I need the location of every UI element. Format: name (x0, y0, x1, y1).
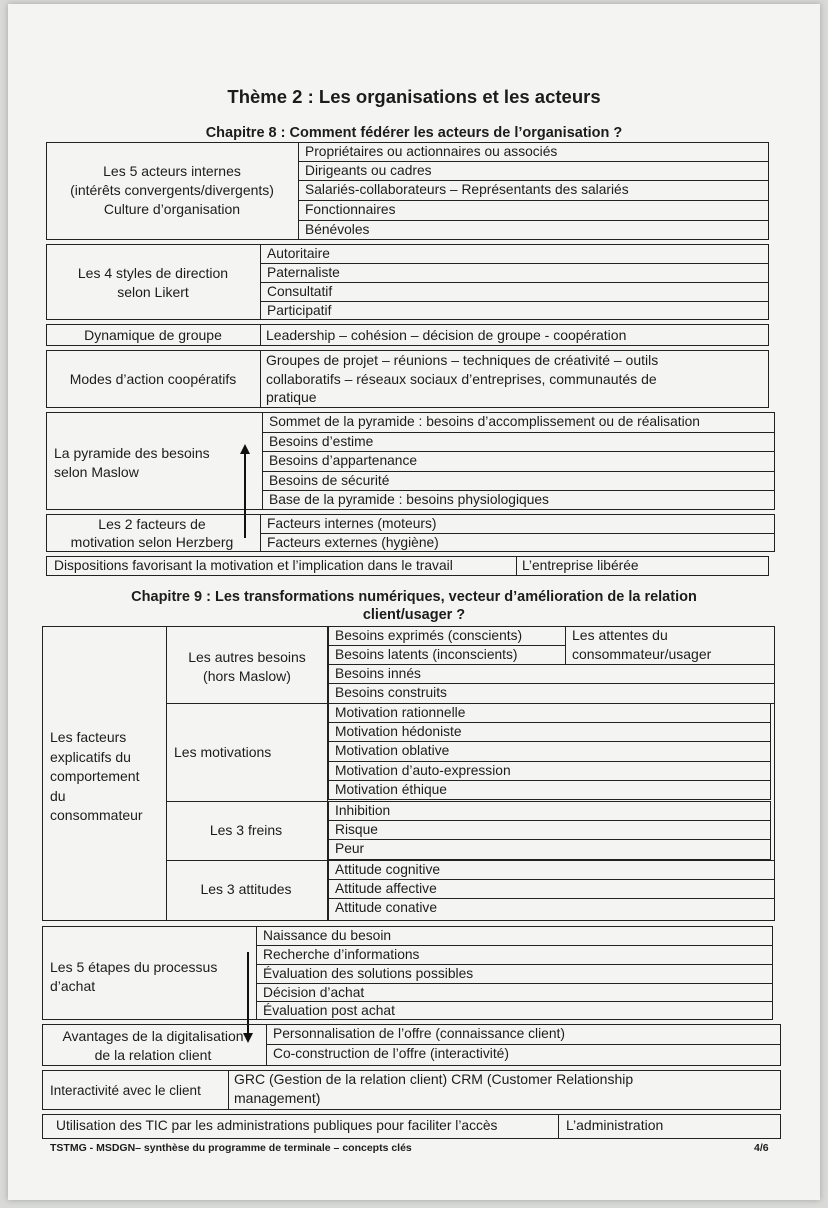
divider (260, 324, 261, 346)
list-item: Co-construction de l’offre (interactivité) (266, 1044, 781, 1066)
list-item: Besoins d’estime (262, 432, 775, 452)
dynamique-label: Dynamique de groupe (84, 327, 222, 343)
modes-label: Modes d’action coopératifs (69, 371, 237, 387)
list-item: Besoins exprimés (conscients) (328, 626, 566, 646)
dispositions-value: L’entreprise libérée (522, 558, 639, 573)
list-item: Attitude affective (328, 879, 775, 899)
list-item: Bénévoles (298, 220, 769, 240)
list-item: Recherche d’informations (256, 945, 773, 965)
list-item: Facteurs internes (moteurs) (260, 514, 775, 534)
motivations-label: Les motivations (174, 744, 272, 760)
dispositions-label: Dispositions favorisant la motivation et l’implication dans le travail (54, 558, 453, 573)
processus-label: Les 5 étapes du processus d’achat (50, 959, 218, 994)
interactivite-value: GRC (Gestion de la relation client) CRM (Customer Relationship management) (234, 1071, 634, 1106)
list-item: Besoins construits (328, 683, 775, 704)
interactivite-label: Interactivité avec le client (50, 1083, 201, 1098)
list-item: Attitude cognitive (328, 860, 775, 880)
list-item: Participatif (260, 301, 769, 320)
autres-besoins-label: Les autres besoins (hors Maslow) (188, 649, 306, 684)
list-item: Besoins innés (328, 664, 775, 684)
list-item: Sommet de la pyramide : besoins d’accomplissement ou de réalisation (262, 412, 775, 433)
tic-value: L’administration (566, 1117, 664, 1133)
list-item: Besoins latents (inconscients) (328, 645, 566, 665)
page-footer: TSTMG - MSDGN– synthèse du programme de terminale – concepts clés (50, 1142, 412, 1154)
tic-label: Utilisation des TIC par les administrations publiques pour faciliter l’accès (56, 1118, 498, 1133)
herzberg-label: Les 2 facteurs de motivation selon Herzberg (70, 516, 234, 550)
chapter-8-heading: Chapitre 8 : Comment fédérer les acteurs de l’organisation ? (205, 125, 623, 141)
list-item: Facteurs externes (hygiène) (260, 533, 775, 552)
list-item: Inhibition (328, 801, 771, 821)
maslow-label: La pyramide des besoins selon Maslow (54, 445, 210, 480)
page-number: 4/6 (754, 1142, 769, 1154)
list-item: Motivation d’auto-expression (328, 761, 771, 781)
list-item: Évaluation des solutions possibles (256, 964, 773, 984)
list-item: Base de la pyramide : besoins physiologiques (262, 490, 775, 510)
divider (516, 556, 517, 576)
list-item: Autoritaire (260, 244, 769, 264)
likert-label: Les 4 styles de direction selon Likert (77, 265, 229, 300)
list-item: Risque (328, 820, 771, 840)
list-item: Motivation oblative (328, 741, 771, 762)
list-item: Salariés-collaborateurs – Représentants des salariés (298, 180, 769, 201)
list-item: Naissance du besoin (256, 926, 773, 946)
modes-value: Groupes de projet – réunions – techniques de créativité – outils collaboratifs – réseaux sociaux d’entreprises, communautés de pratique (266, 352, 659, 405)
divider (228, 1070, 229, 1110)
divider (260, 350, 261, 408)
list-item: Personnalisation de l’offre (connaissance client) (266, 1024, 781, 1045)
divider (558, 1114, 559, 1139)
page-title: Thème 2 : Les organisations et les acteurs (227, 86, 601, 107)
dynamique-value: Leadership – cohésion – décision de groupe - coopération (266, 327, 627, 343)
chapter-9-heading: Chapitre 9 : Les transformations numériques, vecteur d’amélioration de la relation client/usager ? (131, 589, 697, 623)
list-item: Décision d’achat (256, 983, 773, 1002)
facteurs-label: Les facteurs explicatifs du comportement du consommateur (50, 729, 143, 823)
list-item: Évaluation post achat (256, 1001, 773, 1020)
list-item: Attitude conative (328, 898, 775, 921)
list-item: Motivation éthique (328, 780, 771, 800)
list-item: Motivation hédoniste (328, 722, 771, 742)
attitudes-label: Les 3 attitudes (200, 881, 292, 897)
list-item: Propriétaires ou actionnaires ou associés (298, 142, 769, 162)
list-item: Consultatif (260, 282, 769, 302)
list-item: Paternaliste (260, 263, 769, 283)
list-item: Besoins d’appartenance (262, 451, 775, 472)
list-item: Peur (328, 839, 771, 860)
list-item: Fonctionnaires (298, 200, 769, 221)
freins-label: Les 3 freins (209, 822, 283, 838)
avantages-label: Avantages de la digitalisation de la relation client (62, 1028, 244, 1063)
list-item: Motivation rationnelle (328, 703, 771, 723)
list-item: Dirigeants ou cadres (298, 161, 769, 181)
attentes-label: Les attentes du consommateur/usager (572, 627, 712, 662)
list-item: Besoins de sécurité (262, 471, 775, 491)
acteurs-label: Les 5 acteurs internes (intérêts convergents/divergents) Culture d’organisation (70, 163, 274, 217)
